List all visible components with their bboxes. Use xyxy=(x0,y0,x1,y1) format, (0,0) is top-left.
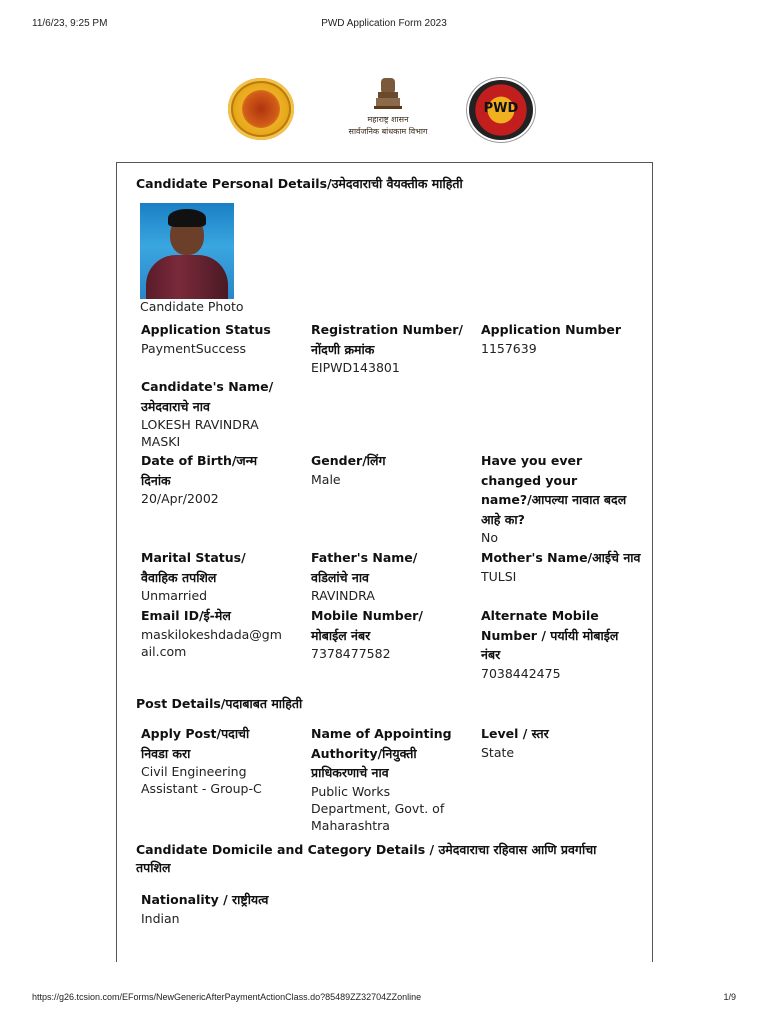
label-gender: Gender/लिंग xyxy=(311,453,386,468)
logo-band xyxy=(100,72,660,148)
field-father-name xyxy=(311,548,451,604)
value-name-changed: No xyxy=(481,530,498,545)
field-date-of-birth xyxy=(141,451,281,507)
label-candidate-name: Candidate's Name/ उमेदवाराचे नाव xyxy=(141,379,274,414)
domicile-heading: Candidate Domicile and Category Details / उमेदवाराचा रहिवास आणि प्रवर्गाचा तपशिल xyxy=(136,842,597,875)
value-application-number: 1157639 xyxy=(481,340,537,356)
personal-details-heading: Candidate Personal Details/उमेदवाराची वैयक्तीक माहिती xyxy=(136,176,463,191)
field-mother-name xyxy=(481,548,641,585)
value-nationality: Indian xyxy=(141,910,180,926)
print-title: PWD Application Form 2023 xyxy=(321,18,447,29)
field-mobile xyxy=(311,606,451,662)
print-header xyxy=(32,18,736,32)
photo-caption: Candidate Photo xyxy=(140,299,244,314)
application-form xyxy=(116,162,653,962)
value-date-of-birth: 20/Apr/2002 xyxy=(141,491,219,506)
field-nationality xyxy=(141,890,341,927)
post-details-heading: Post Details/पदाबाबत माहिती xyxy=(136,696,303,711)
value-marital-status: Unmarried xyxy=(141,588,208,603)
value-email: maskilokeshdada@gmail.com xyxy=(141,626,282,659)
label-apply-post: Apply Post/पदाची निवडा करा xyxy=(141,726,250,761)
pwd-seal-text: PWD xyxy=(483,101,519,116)
value-application-status: PaymentSuccess xyxy=(141,340,247,356)
field-apply-post xyxy=(141,724,276,797)
government-name: महाराष्ट्र शासन xyxy=(367,115,409,124)
pwd-seal-icon xyxy=(469,80,533,140)
maharashtra-seal-icon xyxy=(228,78,294,140)
field-application-number xyxy=(481,320,639,357)
department-text: सार्वजनिक बांधकाम विभाग xyxy=(348,127,428,136)
value-father-name: RAVINDRA xyxy=(311,588,375,603)
value-gender: Male xyxy=(311,471,341,487)
label-application-status: Application Status xyxy=(141,322,271,337)
label-father-name: Father's Name/ वडिलांचे नाव xyxy=(311,550,418,585)
label-mother-name: Mother's Name/आईचे नाव xyxy=(481,550,641,565)
field-name-changed xyxy=(481,451,631,546)
page-url: https://g26.tcsion.com/EForms/NewGenericAfterPaymentActionClass.do?85489ZZ32704ZZonline xyxy=(32,992,422,1002)
label-application-number: Application Number xyxy=(481,322,622,337)
value-level: State xyxy=(481,744,515,760)
label-alternate-mobile: Alternate Mobile Number / पर्यायी मोबाईल नंबर xyxy=(481,608,619,662)
national-emblem-icon xyxy=(368,74,408,114)
field-alternate-mobile xyxy=(481,606,621,682)
label-level: Level / स्तर xyxy=(481,726,549,741)
label-email: Email ID/ई-मेल xyxy=(141,608,231,623)
field-registration-number xyxy=(311,320,469,376)
value-registration-number: EIPWD143801 xyxy=(311,360,400,375)
label-marital-status: Marital Status/ वैवाहिक तपशिल xyxy=(141,550,246,585)
value-mobile: 7378477582 xyxy=(311,646,391,661)
candidate-photo xyxy=(140,203,234,299)
label-date-of-birth: Date of Birth/जन्म दिनांक xyxy=(141,453,258,488)
label-appointing-authority: Name of Appointing Authority/नियुक्ती प्राधिकरणाचे नाव xyxy=(311,726,452,780)
field-candidate-name xyxy=(141,377,281,450)
value-alternate-mobile: 7038442475 xyxy=(481,665,561,681)
field-application-status xyxy=(141,320,299,357)
department-name xyxy=(326,114,450,138)
label-registration-number: Registration Number/नोंदणी क्रमांक xyxy=(311,322,463,357)
value-mother-name: TULSI xyxy=(481,568,517,584)
label-mobile: Mobile Number/ मोबाईल नंबर xyxy=(311,608,423,643)
field-email xyxy=(141,606,286,660)
value-candidate-name: LOKESH RAVINDRA MASKI xyxy=(141,417,259,449)
field-marital-status xyxy=(141,548,281,604)
print-footer xyxy=(32,992,736,1006)
field-gender xyxy=(311,451,469,488)
field-level xyxy=(481,724,639,761)
print-date: 11/6/23, 9:25 PM xyxy=(32,18,108,29)
field-appointing-authority xyxy=(311,724,461,834)
value-appointing-authority: Public Works Department, Govt. of Maharashtra xyxy=(311,783,445,833)
value-apply-post: Civil Engineering Assistant - Group-C xyxy=(141,764,262,796)
page-number: 1/9 xyxy=(723,992,736,1002)
label-nationality: Nationality / राष्ट्रीयत्व xyxy=(141,892,269,907)
label-name-changed: Have you ever changed your name?/आपल्या नावात बदल आहे का? xyxy=(481,453,627,527)
